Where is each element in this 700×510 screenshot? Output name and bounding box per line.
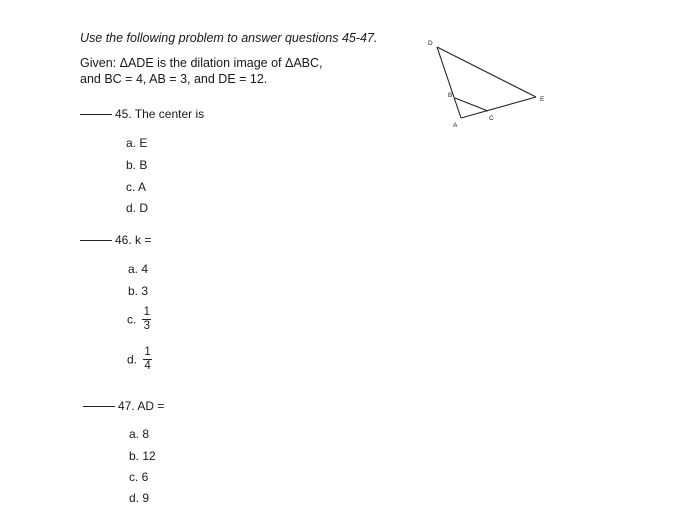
instructions: Use the following problem to answer questions 45-47. (80, 31, 378, 45)
option: b. 3 (128, 284, 149, 298)
label-c: C (489, 115, 494, 122)
fraction-option (127, 306, 151, 333)
option: b. 12 (129, 449, 156, 463)
answer-blank[interactable] (80, 113, 112, 115)
denominator: 3 (143, 320, 151, 332)
fraction-option (127, 346, 152, 373)
label-b: B (448, 92, 453, 99)
question-label: 45. The center is (115, 107, 205, 121)
option: a. 8 (129, 427, 150, 441)
option: c. 6 (129, 470, 149, 484)
option: d. D (126, 201, 149, 215)
numerator: 1 (144, 346, 151, 358)
numerator: 1 (143, 306, 151, 318)
triangle-figure (420, 32, 560, 132)
label-d: D (428, 40, 433, 47)
option: a. E (126, 136, 148, 150)
question-45 (80, 107, 204, 121)
option-letter: c. (127, 312, 137, 327)
given-line-1: Given: ΔADE is the dilation image of ΔABC, (80, 56, 323, 70)
option: a. 4 (128, 262, 149, 276)
option: b. B (126, 158, 148, 172)
question-46 (80, 233, 151, 247)
question-47 (83, 399, 164, 413)
option: c. A (126, 180, 147, 194)
denominator: 4 (144, 360, 151, 372)
option: d. 9 (129, 491, 150, 505)
label-a: A (453, 122, 458, 129)
segment-ae (461, 97, 536, 118)
question-label: 46. k = (115, 233, 152, 247)
option-letter: d. (127, 352, 138, 367)
fraction (143, 346, 152, 373)
fraction (142, 306, 151, 333)
question-label: 47. AD = (118, 399, 165, 413)
given-line-2: and BC = 4, AB = 3, and DE = 12. (80, 72, 268, 86)
label-e: E (540, 96, 545, 103)
answer-blank[interactable] (80, 239, 112, 241)
segment-bc (455, 98, 488, 111)
answer-blank[interactable] (83, 405, 115, 407)
